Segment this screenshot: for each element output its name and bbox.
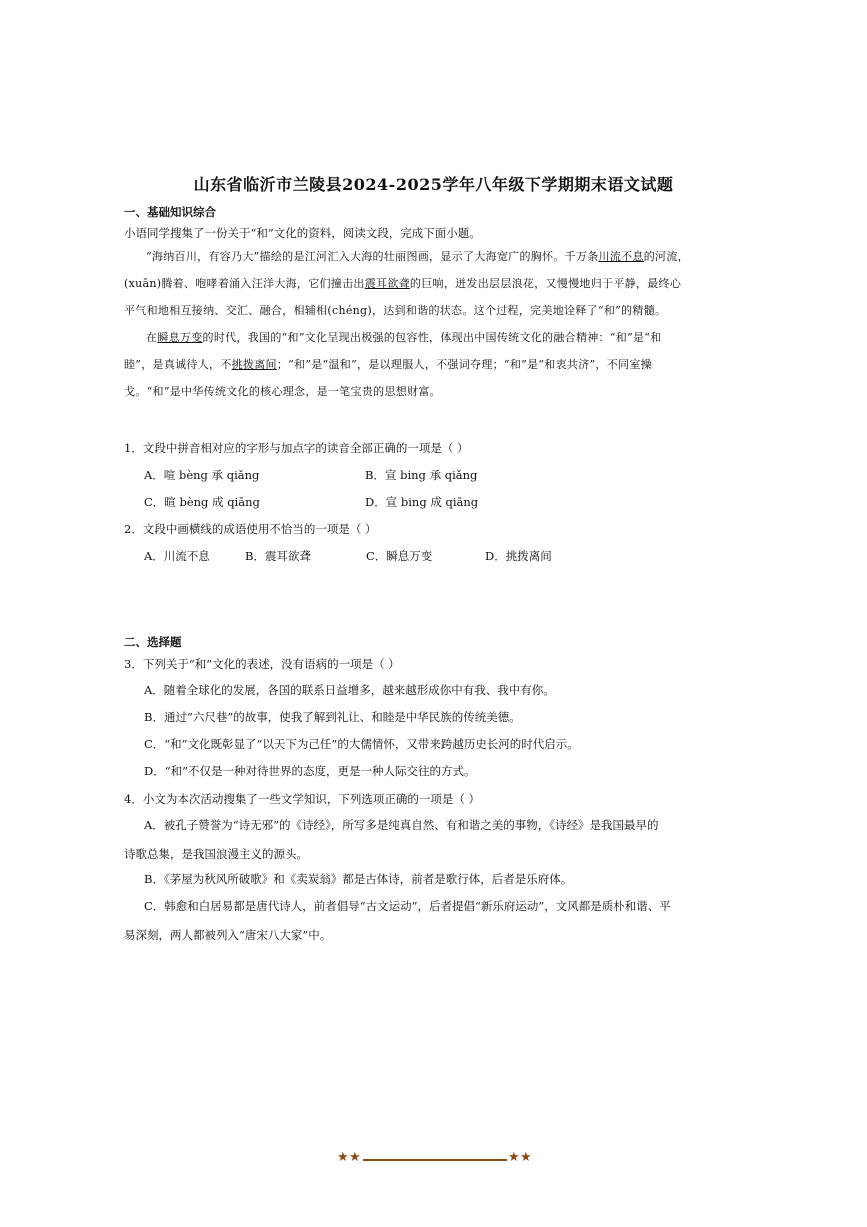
underlined-idiom-4: 挑拨离间 xyxy=(231,358,277,371)
question-4-options xyxy=(144,812,692,839)
section-heading-2: 二、选择题 xyxy=(124,635,182,649)
question-4-option-c-continued: 易深刻，两人都被列入“唐宋八大家”中。 xyxy=(124,928,332,942)
underlined-idiom-3: 瞬息万变 xyxy=(157,331,203,344)
question-1-option-d: D．宣 bing 成 qiāng xyxy=(365,495,479,509)
underlined-idiom-1: 川流不息 xyxy=(598,250,644,263)
reading-passage xyxy=(124,243,690,405)
question-4-stem: 4．小文为本次活动搜集了一些文学知识，下列选项正确的一项是（ ） xyxy=(124,792,480,806)
passage-paragraph-2: 在瞬息万变的时代，我国的“和”文化呈现出极强的包容性，体现出中国传统文化的融合精神：“和”是“和睦”，是真诚待人，不挑拨离间；“和”是“温和”，是以理服人，不强词夺理；“和”是“和衷共济”，不同室操戈。“和”是中华传统文化的核心理念，是一笔宝贵的思想财富。 xyxy=(124,331,662,398)
question-2-stem: 2．文段中画横线的成语使用不恰当的一项是（ ） xyxy=(124,522,377,536)
question-3-option-c: C．“和”文化既彰显了“以天下为己任”的大儒情怀，又带来跨越历史长河的时代启示。 xyxy=(144,737,579,751)
star-icon: ★ xyxy=(520,1150,532,1165)
question-3-stem: 3．下列关于“和”文化的表述，没有语病的一项是（ ） xyxy=(124,657,400,671)
question-2-option-c: C．瞬息万变 xyxy=(366,549,433,563)
section-heading-1: 一、基础知识综合 xyxy=(124,205,216,219)
question-1-option-b: B．宣 bing 承 qiǎng xyxy=(365,468,478,482)
question-4-option-a: A．被孔子赞誉为“诗无邪”的《诗经》，所写多是纯真自然、有和谐之美的事物，《诗经》是我国最早的 xyxy=(144,818,659,832)
question-1-option-c: C．暄 bèng 成 qiāng xyxy=(144,495,260,509)
intro-text: 小语同学搜集了一份关于“和”文化的资料，阅读文段，完成下面小题。 xyxy=(124,226,481,240)
question-4-options-bc xyxy=(144,866,692,920)
question-4-option-b: B．《茅屋为秋风所破歌》和《卖炭翁》都是古体诗，前者是歌行体，后者是乐府体。 xyxy=(144,872,573,886)
question-2-option-b: B．震耳欲聋 xyxy=(245,549,311,563)
footer-rule xyxy=(363,1159,507,1161)
question-2-option-d: D．挑拨离间 xyxy=(485,549,552,563)
passage-paragraph-1: “海纳百川，有容乃大”描绘的是江河汇入大海的壮丽图画，显示了大海宽广的胸怀。千万条川流不息的河流，(xuān)腾着、咆哮着涌入汪洋大海，它们撞击出震耳欲聋的巨响，迸发出层层浪花，又慢慢地归于平静，最终心平气和地相互接纳、交汇、融合，相辅相(chéng)，达到和谐的状态。这个过程，完美地诠释了“和”的精髓。 xyxy=(124,250,689,317)
star-icon: ★ xyxy=(337,1150,349,1165)
star-icon: ★ xyxy=(349,1150,361,1165)
question-3-options xyxy=(144,677,692,785)
question-1-option-a: A．喧 bèng 承 qiǎng xyxy=(144,468,260,482)
question-4-option-a-continued: 诗歌总集，是我国浪漫主义的源头。 xyxy=(124,847,308,861)
footer-ornament xyxy=(337,1152,533,1168)
question-1-stem: 1．文段中拼音相对应的字形与加点字的读音全部正确的一项是（ ） xyxy=(124,441,469,455)
question-3-option-a: A．随着全球化的发展，各国的联系日益增多，越来越形成你中有我、我中有你。 xyxy=(144,683,555,697)
page-title: 山东省临沂市兰陵县2024-2025学年八年级下学期期末语文试题 xyxy=(193,175,674,194)
question-3-option-d: D．“和”不仅是一种对待世界的态度，更是一种人际交往的方式。 xyxy=(144,764,476,778)
question-3-option-b: B．通过“六尺巷”的故事，使我了解到礼让、和睦是中华民族的传统美德。 xyxy=(144,710,521,724)
underlined-idiom-2: 震耳欲聋 xyxy=(364,277,410,290)
star-icon: ★ xyxy=(508,1150,520,1165)
question-4-option-c: C．韩愈和白居易都是唐代诗人，前者倡导“古文运动”，后者提倡“新乐府运动”，文风都是质朴和谐、平 xyxy=(144,899,671,913)
question-2-option-a: A．川流不息 xyxy=(144,549,210,563)
